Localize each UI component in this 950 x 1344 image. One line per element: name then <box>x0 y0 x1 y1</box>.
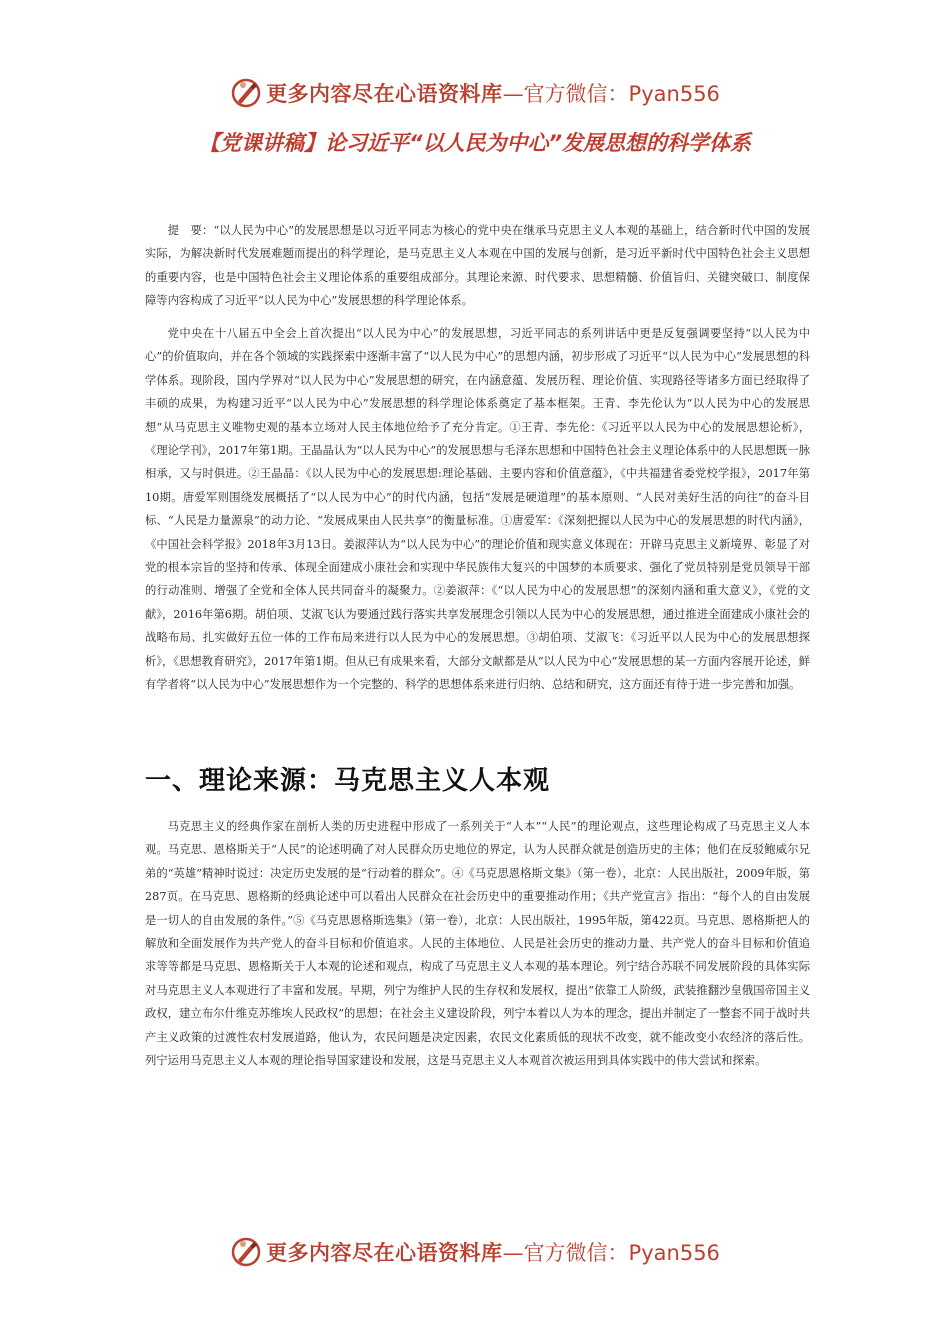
header-banner <box>0 73 950 113</box>
pen-logo-icon <box>230 77 262 109</box>
abstract-paragraph: 提 要：“以人民为中心”的发展思想是以习近平同志为核心的党中央在继承马克思主义人本观的基础上，结合新时代中国的发展实际，为解决新时代发展难题而提出的科学理论，是马克思主义人本观在中国的发展与创新，是习近平新时代中国特色社会主义思想的重要内容，也是中国特色社会主义理论体系的重要组成部分。其理论来源、时代要求、思想精髓、价值旨归、关键突破口、制度保障等内容构成了习近平“以人民为中心”发展思想的科学理论体系。 <box>145 224 810 308</box>
footer-banner <box>0 1232 950 1272</box>
banner-contact: —官方微信：Pyan556 <box>502 82 720 106</box>
banner-text: 更多内容尽在心语资料库 <box>266 1241 503 1265</box>
document-title: 【党课讲稿】论习近平“以人民为中心”发展思想的科学体系 <box>198 131 752 155</box>
banner-text: 更多内容尽在心语资料库 <box>266 82 503 106</box>
section-heading: 一、理论来源：马克思主义人本观 <box>145 766 551 796</box>
section-body-paragraph: 马克思主义的经典作家在剖析人类的历史进程中形成了一系列关于“人本”“人民”的理论观点，这些理论构成了马克思主义人本观。马克思、恩格斯关于“人民”的论述明确了对人民群众历史地位的界定，认为人民群众就是创造历史的主体；他们在反驳鲍威尔兄弟的“英雄”精神时说过：决定历史发展的是“行动着的群众”。④《马克思恩格斯文集》（第一卷），北京：人民出版社，2009年版，第287页。在马克思、恩格斯的经典论述中可以看出人民群众在社会历史中的重要推动作用；《共产党宣言》指出：“每个人的自由发展是一切人的自由发展的条件。”⑤《马克思恩格斯选集》（第一卷），北京：人民出版社，1995年版，第422页。马克思、恩格斯把人的解放和全面发展作为共产党人的奋斗目标和价值追求。人民的主体地位、人民是社会历史的推动力量、共产党人的奋斗目标和价值追求等等都是马克思、恩格斯关于人本观的论述和观点，构成了马克思主义人本观的基本理论。列宁结合苏联不同发展阶段的具体实际对马克思主义人本观进行了丰富和发展。早期，列宁为维护人民的生存权和发展权，提出“依靠工人阶级，武装推翻沙皇俄国帝国主义政权，建立布尔什维克苏维埃人民政权”的思想；在社会主义建设阶段，列宁本着以人为本的理念，提出并制定了一整套不同于战时共产主义政策的过渡性农村发展道路，他认为，农民问题是决定因素，农民文化素质低的现状不改变，就不能改变小农经济的落后性。列宁运用马克思主义人本观的理论指导国家建设和发展，这是马克思主义人本观首次被运用到具体实践中的伟大尝试和探索。 <box>145 820 810 1068</box>
intro-paragraph: 党中央在十八届五中全会上首次提出“以人民为中心”的发展思想，习近平同志的系列讲话中更是反复强调要坚持“以人民为中心”的价值取向，并在各个领域的实践探索中逐渐丰富了“以人民为中心”的思想内涵，初步形成了习近平“以人民为中心”发展思想的科学体系。现阶段，国内学界对“以人民为中心”发展思想的研究，在内涵意蕴、发展历程、理论价值、实现路径等诸多方面已经取得了丰硕的成果，为构建习近平“以人民为中心”发展思想的科学理论体系奠定了基本框架。王青、李先伦认为“以人民为中心的发展思想”从马克思主义唯物史观的基本立场对人民主体地位给予了充分肯定。①王青、李先伦：《习近平以人民为中心的发展思想论析》，《理论学刊》，2017年第1期。王晶晶认为“以人民为中心”的发展思想与毛泽东思想和中国特色社会主义理论体系中的人民思想既一脉相承，又与时俱进。②王晶晶：《以人民为中心的发展思想:理论基础、主要内容和价值意蕴》，《中共福建省委党校学报》，2017年第10期。唐爱军则围绕发展概括了“以人民为中心”的时代内涵，包括“发展是硬道理”的基本原则、“人民对美好生活的向往”的奋斗目标、“人民是力量源泉”的动力论、“发展成果由人民共享”的衡量标准。①唐爱军：《深刻把握以人民为中心的发展思想的时代内涵》，《中国社会科学报》2018年3月13日。姜淑萍认为“以人民为中心”的理论价值和现实意义体现在：开辟马克思主义新境界、彰显了对党的根本宗旨的坚持和传承、体现全面建成小康社会和实现中华民族伟大复兴的中国梦的本质要求、强化了党员特别是党员领导干部的行动准则、增强了全党和全体人民共同奋斗的凝聚力。②姜淑萍：《“以人民为中心的发展思想”的深刻内涵和重大意义》，《党的文献》，2016年第6期。胡伯项、艾淑飞认为要通过践行落实共享发展理念引领以人民为中心的发展思想，通过推进全面建成小康社会的战略布局、扎实做好五位一体的工作布局来进行以人民为中心的发展思想。③胡伯项、艾淑飞：《习近平以人民为中心的发展思想探析》，《思想教育研究》，2017年第1期。但从已有成果来看，大部分文献都是从“以人民为中心”发展思想的某一方面内容展开论述，鲜有学者将“以人民为中心”发展思想作为一个完整的、科学的思想体系来进行归纳、总结和研究，这方面还有待于进一步完善和加强。 <box>145 327 810 692</box>
pen-logo-icon <box>230 1236 262 1268</box>
banner-contact: —官方微信：Pyan556 <box>502 1241 720 1265</box>
